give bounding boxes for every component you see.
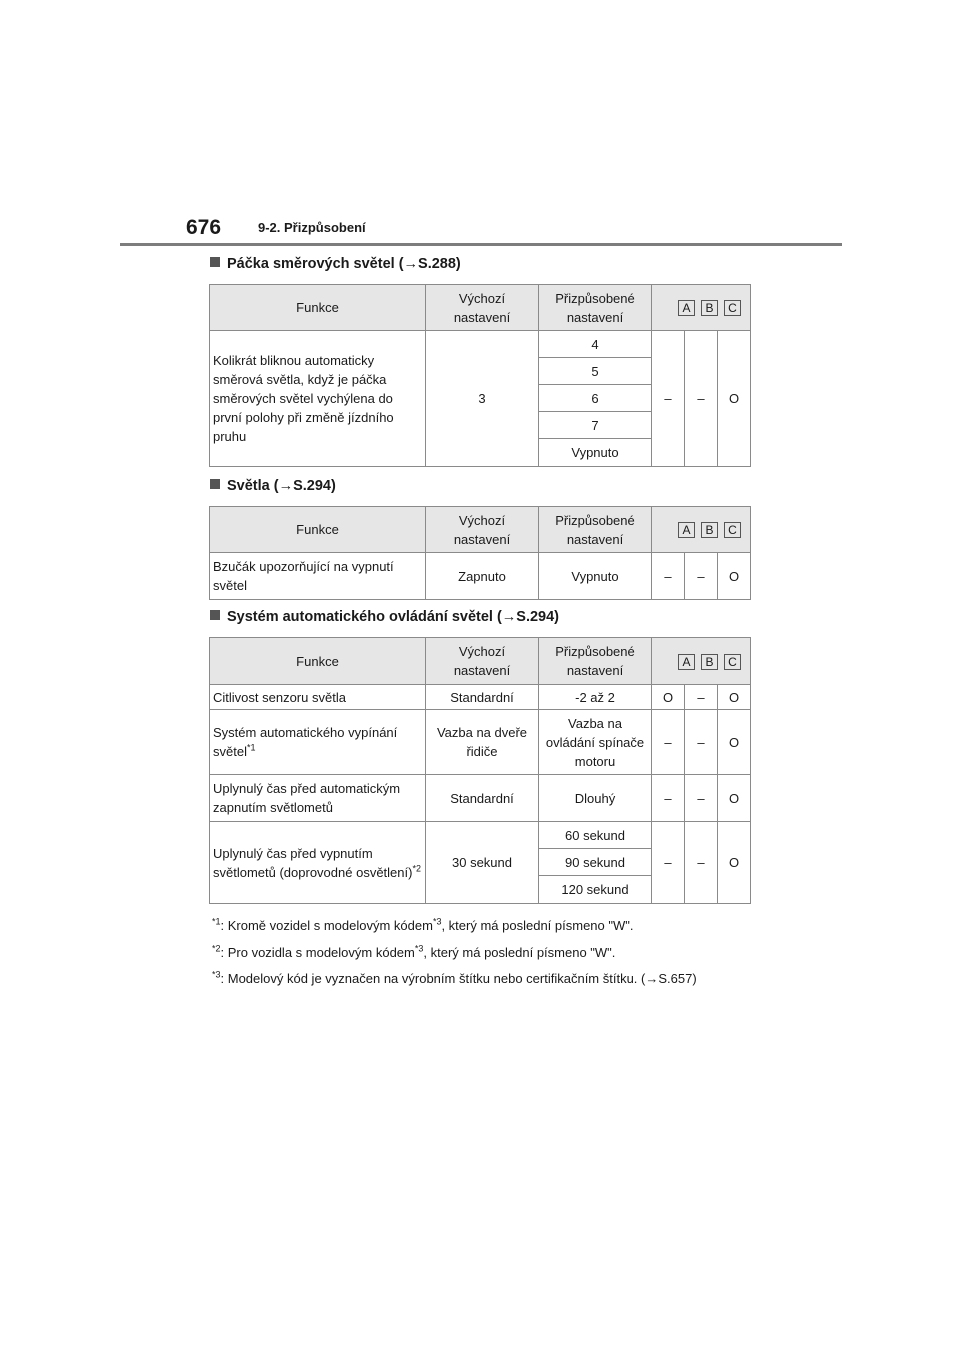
- cell-custom: -2 až 2: [539, 685, 652, 710]
- footnote-2: $^{*2}$: Pro vozidla s modelovým kódem$^{*3}$, který má poslední písmeno "W".: [212, 943, 616, 960]
- cell-function: Citlivost senzoru světla: [210, 685, 426, 710]
- cell-option: 7: [539, 412, 652, 439]
- col-abc: A B C: [652, 638, 751, 685]
- col-custom: Přizpůsobené nastavení: [539, 638, 652, 685]
- cell-option: 6: [539, 385, 652, 412]
- table-row: [210, 710, 751, 775]
- footnote-mark: *2: [412, 863, 421, 874]
- footnote-3: $^{*3}$: Modelový kód je vyznačen na výrobním štítku nebo certifikačním štítku. (→S.657): [212, 969, 697, 986]
- footnote-1: $^{*1}$: Kromě vozidel s modelovým kódem$^{*3}$, který má poslední písmeno "W".: [212, 916, 634, 933]
- cell-a: –: [652, 331, 685, 467]
- cell-option: 90 sekund: [539, 849, 652, 876]
- cell-custom: Dlouhý: [539, 775, 652, 822]
- cell-a: –: [652, 710, 685, 775]
- cell-option: 120 sekund: [539, 876, 652, 904]
- header-rule: [120, 243, 842, 246]
- square-bullet-icon: [210, 257, 220, 267]
- cell-function: Systém automatického vypínání světel$^{*1}$: [210, 710, 426, 775]
- table-turn-signal: [209, 284, 751, 467]
- cell-a: –: [652, 822, 685, 904]
- cell-default: 3: [426, 331, 539, 467]
- col-default: Výchozí nastavení: [426, 638, 539, 685]
- section-heading-lights: Světla (→S.294): [210, 478, 336, 494]
- col-function: Funkce: [210, 638, 426, 685]
- col-function: Funkce: [210, 285, 426, 331]
- footnote-mark: *1: [246, 742, 256, 753]
- cell-option: 60 sekund: [539, 822, 652, 849]
- cell-c: O: [718, 710, 751, 775]
- square-bullet-icon: [210, 479, 220, 489]
- chapter-title: 9-2. Přizpůsobení: [258, 220, 366, 235]
- cell-b: –: [685, 685, 718, 710]
- cell-function: Uplynulý čas před vypnutím světlometů (doprovodné osvětlení)$^{*2}$: [210, 822, 426, 904]
- cell-c: O: [718, 685, 751, 710]
- col-abc: A B C: [652, 507, 751, 553]
- cell-option: 5: [539, 358, 652, 385]
- cell-a: O: [652, 685, 685, 710]
- cell-c: O: [718, 331, 751, 467]
- cell-custom: Vypnuto: [539, 553, 652, 600]
- cell-default: Standardní: [426, 685, 539, 710]
- section-heading-turn-signal: Páčka směrových světel (→S.288): [210, 256, 461, 272]
- cell-function: Uplynulý čas před automatickým zapnutím světlometů: [210, 775, 426, 822]
- cell-custom: Vazba na ovládání spínače motoru: [539, 710, 652, 775]
- table-auto-lights: [209, 637, 751, 904]
- cell-function: Kolikrát bliknou automaticky směrová světla, když je páčka směrových světel vychýlena do první polohy při změně jízdního pruhu: [210, 331, 426, 467]
- cell-a: –: [652, 553, 685, 600]
- cell-b: –: [685, 553, 718, 600]
- cell-option: 4: [539, 331, 652, 358]
- table-row: [210, 685, 751, 710]
- cell-default: Vazba na dveře řidiče: [426, 710, 539, 775]
- cell-function: Bzučák upozorňující na vypnutí světel: [210, 553, 426, 600]
- cell-default: 30 sekund: [426, 822, 539, 904]
- page-number: 676: [186, 216, 222, 239]
- cell-b: –: [685, 710, 718, 775]
- cell-b: –: [685, 331, 718, 467]
- section-heading-auto-lights: Systém automatického ovládání světel (→S.294): [210, 609, 559, 625]
- cell-b: –: [685, 822, 718, 904]
- table-lights: [209, 506, 751, 600]
- table-row: [210, 822, 751, 849]
- square-bullet-icon: [210, 610, 220, 620]
- cell-a: –: [652, 775, 685, 822]
- cell-c: O: [718, 775, 751, 822]
- cell-default: Zapnuto: [426, 553, 539, 600]
- col-default: Výchozí nastavení: [426, 507, 539, 553]
- col-function: Funkce: [210, 507, 426, 553]
- col-custom: Přizpůsobené nastavení: [539, 507, 652, 553]
- cell-c: O: [718, 822, 751, 904]
- table-row: [210, 775, 751, 822]
- cell-b: –: [685, 775, 718, 822]
- col-abc: A B C: [652, 285, 751, 331]
- cell-option: Vypnuto: [539, 439, 652, 467]
- cell-default: Standardní: [426, 775, 539, 822]
- col-custom: Přizpůsobené nastavení: [539, 285, 652, 331]
- col-default: Výchozí nastavení: [426, 285, 539, 331]
- cell-c: O: [718, 553, 751, 600]
